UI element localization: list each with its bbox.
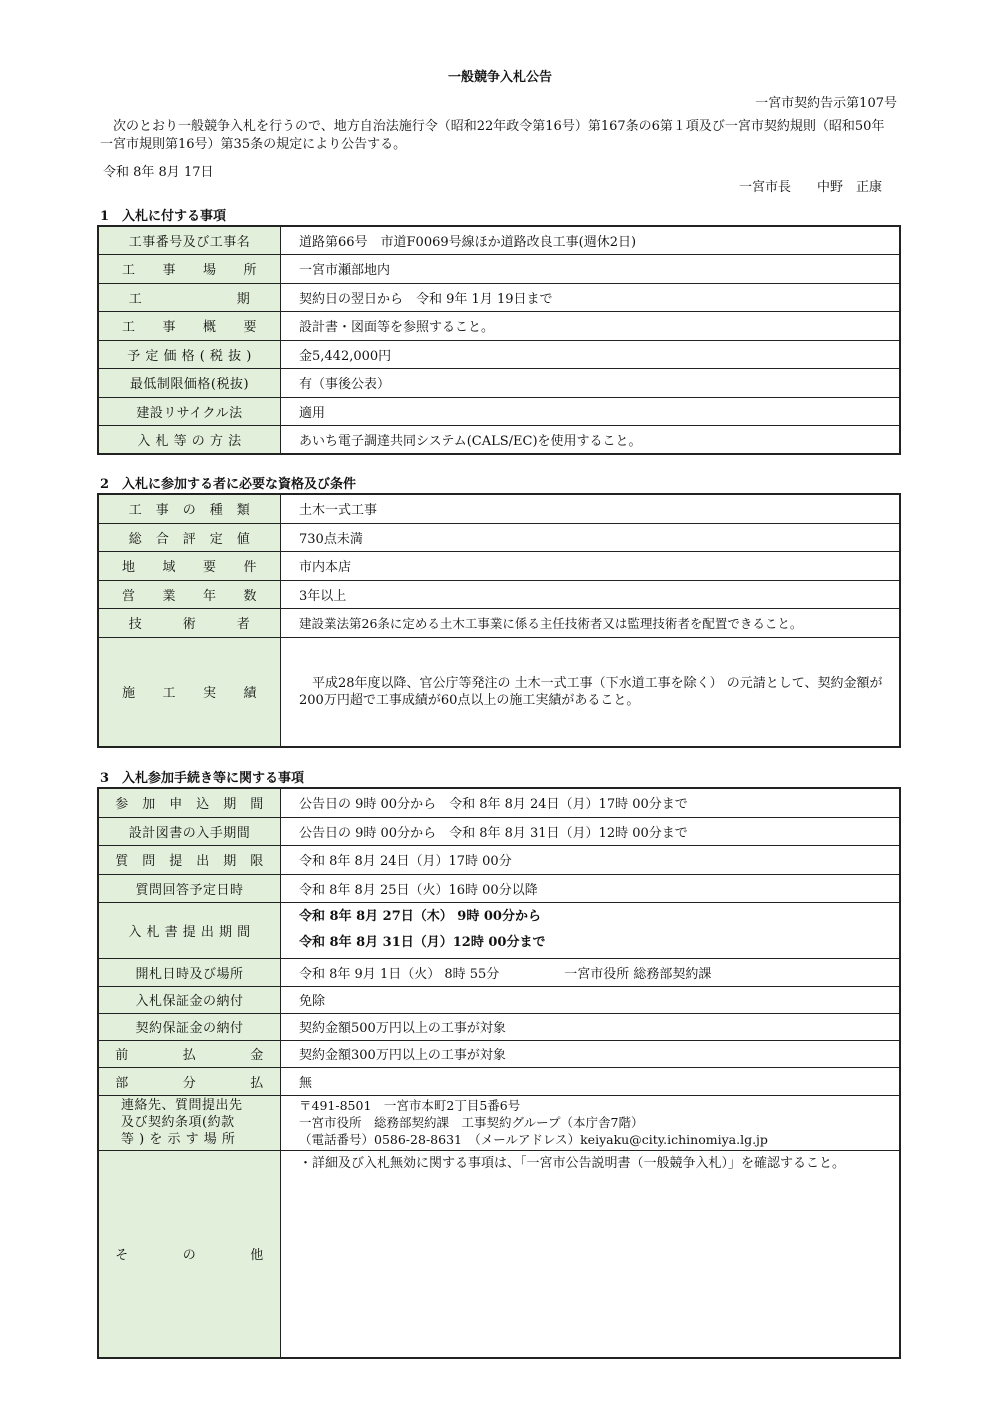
row-value: 令和 8年 8月 25日（火）16時 00分以降 [281,874,901,902]
table-row [98,226,900,254]
table-row [98,986,900,1013]
row-value: 令和 8年 8月 24日（月）17時 00分 [281,845,901,874]
table-row [98,1040,900,1067]
bid-period-end: 令和 8年 8月 31日（月）12時 00分まで [299,935,546,950]
row-label: そ の 他 [98,1150,281,1358]
table-row [98,551,900,580]
contact-label-line2: 及び契約条項(約款 [121,1115,235,1130]
row-value: 契約金額500万円以上の工事が対象 [281,1013,901,1040]
section3-table [97,787,901,1359]
table-row [98,608,900,637]
table-row [98,340,900,368]
contact-phone-email: （電話番号）0586-28-8631 （メールアドレス）keiyaku@city.ichinomiya.lg.jp [299,1132,768,1147]
row-value: 市内本店 [281,551,901,580]
section2-table [97,493,901,748]
row-label: 開札日時及び場所 [98,958,281,986]
row-label: 総 合 評 定 値 [98,523,281,551]
section2-heading: 2 入札に参加する者に必要な資格及び条件 [100,477,357,492]
table-row [98,368,900,397]
row-label: 参 加 申 込 期 間 [98,788,281,817]
table-row [98,958,900,986]
section1-heading: 1 入札に付する事項 [100,209,227,224]
row-value [281,902,901,958]
table-row [98,523,900,551]
row-label: 質問回答予定日時 [98,874,281,902]
table-row [98,874,900,902]
row-label: 質 問 提 出 期 限 [98,845,281,874]
table-row [98,283,900,311]
table-row [98,788,900,817]
section1-table [97,225,901,455]
row-label: 建設リサイクル法 [98,397,281,425]
row-value [281,1095,901,1150]
row-value: 道路第66号 市道F0069号線ほか道路改良工事(週休2日) [281,226,901,254]
row-value: 契約日の翌日から 令和 9年 1月 19日まで [281,283,901,311]
row-label [98,1095,281,1150]
row-value: 建設業法第26条に定める土木工事業に係る主任技術者又は監理技術者を配置できること。 [281,608,901,637]
row-value: 有（事後公表） [281,368,901,397]
contact-address: 〒491-8501 一宮市本町2丁目5番6号 [299,1098,521,1113]
contact-label-line3: 等 ) を 示 す 場 所 [121,1132,236,1147]
table-row [98,817,900,845]
notice-number: 一宮市契約告示第107号 [755,96,897,111]
table-row [98,1095,900,1150]
table-row [98,637,900,747]
table-row [98,902,900,958]
contact-department: 一宮市役所 総務部契約課 工事契約グループ（本庁舎7階） [299,1115,644,1130]
row-value: ・詳細及び入札無効に関する事項は、「一宮市公告説明書（一般競争入札）」を確認すること。 [281,1150,901,1358]
row-label: 部 分 払 [98,1067,281,1095]
row-value: 設計書・図面等を参照すること。 [281,311,901,340]
row-value: あいち電子調達共同システム(CALS/EC)を使用すること。 [281,425,901,454]
row-label: 工 事 の 種 類 [98,494,281,523]
row-label: 入 札 等 の 方 法 [98,425,281,454]
table-row [98,425,900,454]
row-value: 令和 8年 9月 1日（火） 8時 55分 一宮市役所 総務部契約課 [281,958,901,986]
table-row [98,845,900,874]
row-value: 金5,442,000円 [281,340,901,368]
row-label: 施 工 実 績 [98,637,281,747]
row-value: 適用 [281,397,901,425]
row-value: 3年以上 [281,580,901,608]
bid-period-start: 令和 8年 8月 27日（木） 9時 00分から [299,909,541,924]
table-row [98,580,900,608]
row-label: 予 定 価 格 ( 税 抜 ) [98,340,281,368]
table-row [98,1067,900,1095]
table-row [98,1013,900,1040]
row-value: 無 [281,1067,901,1095]
row-label: 工 事 場 所 [98,254,281,283]
row-value: 公告日の 9時 00分から 令和 8年 8月 31日（月）12時 00分まで [281,817,901,845]
row-value: 平成28年度以降、官公庁等発注の 土木一式工事（下水道工事を除く） の元請として、契約金額が200万円超で工事成績が60点以上の施工実績があること。 [281,637,901,747]
row-label: 契約保証金の納付 [98,1013,281,1040]
row-label: 工 事 概 要 [98,311,281,340]
table-row [98,494,900,523]
page-title: 一般競争入札公告 [447,70,552,85]
row-value: 公告日の 9時 00分から 令和 8年 8月 24日（月）17時 00分まで [281,788,901,817]
table-row [98,1150,900,1358]
row-value: 契約金額300万円以上の工事が対象 [281,1040,901,1067]
row-value: 一宮市瀬部地内 [281,254,901,283]
row-label: 工 期 [98,283,281,311]
row-label: 技 術 者 [98,608,281,637]
table-row [98,254,900,283]
notice-date: 令和 8年 8月 17日 [103,165,214,180]
row-label: 前 払 金 [98,1040,281,1067]
row-label: 設計図書の入手期間 [98,817,281,845]
intro-text: 次のとおり一般競争入札を行うので、地方自治法施行令（昭和22年政令第16号）第167条の6第１項及び一宮市契約規則（昭和50年一宮市規則第16号）第35条の規定により公告する。 [100,119,885,152]
row-value: 730点未満 [281,523,901,551]
row-label: 工事番号及び工事名 [98,226,281,254]
table-row [98,311,900,340]
row-label: 入 札 書 提 出 期 間 [98,902,281,958]
row-label: 営 業 年 数 [98,580,281,608]
section3-heading: 3 入札参加手続き等に関する事項 [100,771,305,786]
issuer-name: 一宮市長 中野 正康 [738,180,882,195]
row-value: 土木一式工事 [281,494,901,523]
contact-label-line1: 連絡先、質問提出先 [121,1098,243,1113]
row-label: 入札保証金の納付 [98,986,281,1013]
row-label: 地 域 要 件 [98,551,281,580]
row-label: 最低制限価格(税抜) [98,368,281,397]
table-row [98,397,900,425]
row-value: 免除 [281,986,901,1013]
